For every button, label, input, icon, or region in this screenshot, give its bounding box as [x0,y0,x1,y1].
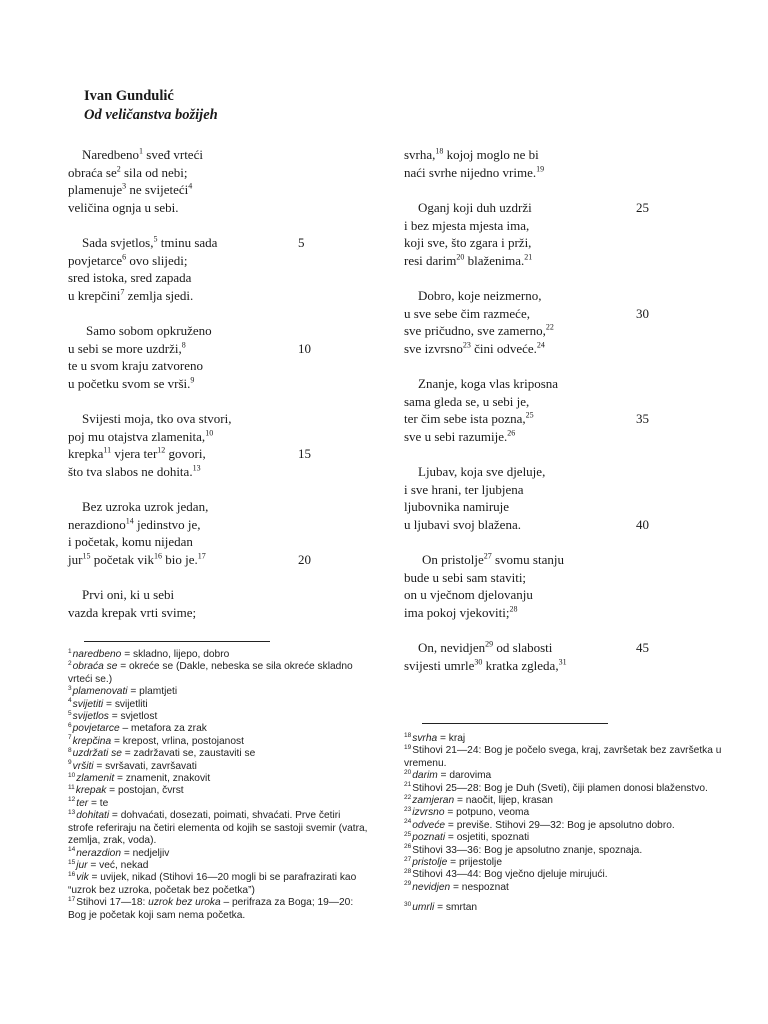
glossed-term: pristolje [412,857,448,869]
footnote: $^{17}$Stihovi 17—18: uzrok bez uroka – perifraza za Boga; 19—20: Bog je početak koji sam nema početka. [68,895,354,921]
footnote-number: 8 [68,746,72,754]
verse-text: Ljubav, koja sve djeluje, [418,464,546,479]
footnotes-left [68,649,368,922]
glossed-term: ter [76,797,89,809]
footnote-marker: 17 [197,551,206,561]
verse-line [404,146,694,164]
verse-text: Sada svjetlos,$^5$ tminu sada [82,234,218,250]
glossed-term: svrha [412,733,438,744]
footnote: $^{25}$poznati = osjetiti, spoznati [404,830,530,844]
footnote-number: 27 [404,855,412,863]
footnote-number: 23 [404,806,412,814]
glossed-term: izvrsno [412,807,445,819]
verse-line [404,657,694,675]
footnote-number: 24 [404,818,412,826]
verse-line [68,410,368,428]
verse-text: sama gleda se, u sebi je, [404,393,530,409]
line-number: 45 [636,640,649,655]
verse-line [68,428,368,446]
line-number: 40 [636,516,649,532]
verse-text: i početak, komu nijedan [68,534,193,549]
footnote-marker: 23 [462,340,471,350]
verse-text: u sebi se more uzdrži,$^8$ [68,340,186,356]
footnote-number: 19 [404,744,412,752]
footnote: $^{10}$zlamenit = znamenit, znakovit [68,771,211,785]
stanza [68,234,368,304]
footnote-number: 17 [68,895,76,903]
verse-line [404,569,694,587]
glossed-term: svijetlos [72,711,109,723]
footnote: $^{21}$Stihovi 25—28: Bog je Duh (Sveti), čiji plamen donosi blaženstvo. [404,781,708,794]
footnote: $^6$povjetarce – metafora za zrak [68,722,207,735]
footnote-marker: 12 [157,445,166,455]
footnote-marker: 26 [507,428,516,438]
glossed-term: povjetarce [72,723,120,735]
verse-text: u ljubavi svoj blažena. [404,516,521,532]
footnote-number: 7 [68,734,72,742]
verse-line [404,410,694,428]
footnote: $^4$svijetiti = svijetliti [68,697,148,710]
footnote-marker: 8 [181,340,186,350]
glossed-term: umrli [412,902,435,914]
verse-line [404,551,694,569]
verse-line [68,340,368,358]
verse-text: plamenuje$^3$ ne svijeteći$^4$ [68,181,193,197]
verse-text: koji sve, što zgara i prži, [404,235,532,250]
verse-line [68,181,368,199]
stanza [68,146,368,216]
verse-line [68,516,368,534]
footnote-number: 16 [68,870,76,878]
footnote-number: 3 [68,684,72,692]
stanza [404,199,694,269]
footnote: $^{14}$nerazdion = nedjeljiv [68,846,170,859]
footnote-marker: 4 [188,181,193,191]
footnote-number: 29 [404,880,412,888]
footnote-marker: 13 [192,463,201,473]
verse-line [68,357,368,375]
footnote-marker: 19 [536,164,545,174]
verse-text: poj mu otajstva zlamenita,$^{10}$ [68,428,214,444]
stanza [404,146,694,181]
verse-text: u krepčini$^7$ zemlja sjedi. [68,287,194,303]
footnote-marker: 11 [103,445,112,455]
glossed-term: plamenovati [72,686,128,698]
glossed-term: krepak [75,785,107,797]
verse-line [68,252,368,270]
footnote-number: 10 [68,771,76,779]
glossed-term: svijetiti [72,698,104,710]
poem-column-right [404,146,694,692]
stanza [404,375,694,445]
footnote: $^{28}$Stihovi 43—44: Bog vječno djeluje mirujući. [404,868,608,881]
verse-line [404,463,694,481]
footnote: $^{22}$zamjeran = naočit, lijep, krasan [404,793,553,807]
verse-line [404,305,694,323]
footnote-number: 6 [68,722,72,730]
stanza [68,498,368,568]
verse-line [68,586,368,604]
verse-text: Bez uzroka uzrok jedan, [82,499,209,514]
footnote-marker: 1 [139,146,144,156]
glossed-term: poznati [412,832,446,844]
footnote-number: 11 [68,784,75,792]
verse-text: Oganj koji duh uzdrži [418,200,532,215]
footnote: $^{19}$Stihovi 21—24: Bog je počelo svega, kraj, završetak bez završetka u vremenu. [404,744,722,769]
footnote: $^3$plamenovati = plamtjeti [68,684,178,698]
footnote-marker: 29 [485,639,494,649]
verse-line [68,322,368,340]
verse-text: u sve sebe čim razmeće, [404,305,530,321]
glossed-term: odveće [412,819,446,831]
verse-line [68,375,368,393]
verse-line [404,322,694,340]
verse-text: i sve hrani, ter ljubjena [404,481,524,497]
verse-text: i bez mjesta mjesta ima, [404,217,530,233]
footnote: $^9$vršiti = svršavati, završavati [68,759,197,772]
verse-text: Znanje, koga vlas kriposna [418,376,559,391]
footnote-number: 28 [404,868,412,876]
glossed-term: dohitati [76,810,110,822]
verse-line [68,604,368,622]
glossed-term: nevidjen [412,881,451,893]
stanza [68,586,368,621]
footnote: $^{27}$pristolje = prijestolje [404,855,502,869]
footnote-marker: 18 [435,146,444,156]
verse-line [404,516,694,534]
verse-text: naći svrhe nijedno vrime.$^{19}$ [404,164,545,180]
glossed-term: jur [76,859,88,871]
footnote: $^{24}$odveće = previše. Stihovi 29—32: Bog je apsolutno dobro. [404,818,675,831]
footnote-number: 22 [404,793,412,801]
footnote: $^{15}$jur = već, nekad [68,858,149,871]
verse-line [404,252,694,270]
verse-line [404,375,694,393]
footnote: $^{26}$Stihovi 33—36: Bog je apsolutno znanje, spoznaja. [404,843,643,856]
verse-line [68,164,368,182]
verse-text: ter čim sebe ista pozna,$^{25}$ [404,410,534,426]
verse-line [68,287,368,305]
footnote-marker: 2 [116,164,121,174]
verse-text: sve pričudno, sve zamerno,$^{22}$ [404,322,554,338]
verse-line [68,551,368,569]
verse-text: sve izvrsno$^{23}$ čini odveće.$^{24}$ [404,340,545,356]
footnote: $^{20}$darim = darovima [404,768,492,782]
glossed-term: darim [412,770,438,782]
footnote-number: 13 [68,808,76,816]
verse-text: sve u sebi razumije.$^{26}$ [404,428,516,444]
verse-line [404,481,694,499]
verse-text: On, nevidjen$^{29}$ od slabosti [418,639,553,655]
footnote: $^{30}$umrli = smrtan [404,900,478,914]
verse-line [404,498,694,516]
verse-line [404,639,694,657]
author-name: Ivan Gundulić [84,88,174,104]
footnote: $^{12}$ter = te [68,796,109,809]
footnote-marker: 27 [483,551,492,561]
footnote-number: 26 [404,843,412,851]
footnote-marker: 20 [456,252,465,262]
verse-line [404,234,694,252]
footnote: $^{16}$vik = uvijek, nikad (Stihovi 16—20 mogli bi se parafrazirati kao “uzrok bez uzroka, početak bez početka”) [68,870,357,896]
line-number: 5 [298,235,305,250]
verse-text: povjetarce$^6$ ovo slijedi; [68,252,188,268]
glossed-term: zamjeran [412,795,455,807]
verse-text: veličina ognja u sebi. [68,199,179,215]
footnote-number: 4 [68,697,72,705]
verse-line [404,164,694,182]
footnote-number: 5 [68,709,72,717]
verse-text: on u vječnom djelovanju [404,587,533,602]
poem-title: Od veličanstva božijeh [84,107,218,123]
verse-line [68,199,368,217]
footnote-marker: 9 [190,375,195,385]
footnote-marker: 16 [154,551,162,561]
stanza [68,410,368,480]
line-number: 20 [298,551,311,567]
glossed-term: krepčina [72,735,112,747]
footnote-marker: 7 [120,287,125,297]
footnote-number: 18 [404,731,412,739]
footnote-separator-left [84,641,270,642]
verse-text: ljubovnika namiruje [404,499,510,514]
verse-line [68,146,368,164]
verse-line [404,586,694,604]
verse-text: On pristolje$^{27}$ svomu stanju [422,551,564,567]
stanza [404,551,694,621]
line-number: 10 [298,340,311,356]
verse-line [68,269,368,287]
verse-text: obraća $se^2$ sila od nebi; [68,164,188,180]
verse-text: krepka$^{11}$ vjera ter$^{12}$ govori, [68,445,206,461]
footnote-marker: 14 [125,516,134,526]
glossed-term: zlamenit [76,773,115,785]
footnote: $^7$krepčina = krepost, vrlina, postojanost [68,734,244,747]
verse-line [404,393,694,411]
verse-text: ima pokoj vjekoviti;$^{28}$ [404,604,518,620]
footnote-marker: 5 [153,234,158,244]
glossed-term: uzdržati se [72,748,122,760]
footnote: $^1$naredbeno = skladno, lijepo, dobro [68,647,230,660]
verse-text: te u svom kraju zatvoreno [68,358,204,373]
verse-line [68,533,368,551]
verse-line [68,234,368,252]
verse-text: u početku svom se vrši.$^9$ [68,375,195,391]
glossed-term: uzrok bez uroka [148,897,221,909]
glossed-term: obraća se [72,661,118,673]
stanza [404,287,694,357]
footnote-number: 25 [404,830,412,838]
verse-text: Dobro, koje neizmerno, [418,288,542,303]
footnote-marker: 31 [558,657,567,667]
verse-line [404,340,694,358]
footnote-number: 30 [404,900,412,908]
verse-line [404,287,694,305]
verse-text: bude u sebi sam staviti; [404,569,527,585]
footnote-marker: 25 [525,410,534,420]
footnote: $^8$uzdržati se = zadržavati se, zaustaviti se [68,746,256,760]
footnote: $^{11}$krepak = postojan, čvrst [68,784,184,797]
glossed-term: vršiti [72,760,94,772]
footnote-marker: 24 [536,340,545,350]
verse-text: nerazdiono$^{14}$ jedinstvo je, [68,516,201,532]
line-number: 15 [298,446,311,461]
footnotes-right [404,733,734,915]
footnote-marker: 15 [82,551,91,561]
poem-column-left [68,146,368,639]
verse-line [404,217,694,235]
footnote-number: 15 [68,858,76,866]
verse-text: Samo sobom opkruženo [86,323,212,338]
glossed-term: nerazdion [76,847,121,859]
footnote: $^{23}$izvrsno = potpuno, veoma [404,806,530,819]
footnote: $^{29}$nevidjen = nespoznat [404,880,509,893]
footnote: $^5$svijetlos = svjetlost [68,709,158,723]
verse-text: svijesti umrle$^{30}$ kratka zgleda,$^{31}$ [404,657,567,673]
footnote-number: 20 [404,768,412,776]
stanza [404,463,694,533]
footnote-number: 21 [404,781,412,789]
line-number: 35 [636,411,649,426]
verse-line [404,428,694,446]
footnote-number: 12 [68,796,76,804]
verse-text: Svijesti moja, tko ova stvori, [82,411,232,426]
footnote-marker: 10 [205,428,214,438]
stanza [404,639,694,674]
verse-text: svrha,$^{18}$ kojoj moglo ne bi [404,146,539,162]
verse-text: jur$^{15}$ početak vik$^{16}$ bio je.$^{17}$ [68,551,206,567]
footnote-number: 14 [68,846,76,854]
verse-text: što tva slabos ne dohita.$^{13}$ [68,463,201,479]
line-number: 25 [636,200,649,215]
footnote-number: 2 [68,660,72,668]
footnote-number: 9 [68,759,72,767]
footnote-marker: 3 [122,181,127,191]
footnote-marker: 28 [509,604,518,614]
verse-line [404,199,694,217]
verse-line [68,498,368,516]
footnote: $^{13}$dohitati = dohvaćati, dosezati, poimati, shvaćati. Prve četiri strofe referiraju na četiri elementa od kojih se sastoji svemir (vatra, zemlja, zrak, voda). [68,808,368,847]
footnote: $^{18}$svrha = kraj [404,731,466,744]
verse-text: sred istoka, sred zapada [68,270,192,285]
verse-text: resi darim$^{20}$ blaženima.$^{21}$ [404,252,533,268]
verse-line [68,445,368,463]
footnote-number: 1 [68,647,72,655]
verse-line [404,604,694,622]
verse-line [68,463,368,481]
stanza [68,322,368,392]
footnote-separator-right [422,723,608,724]
verse-text: Naredbeno$^1$ sveđ vrteći [82,146,203,162]
glossed-term: naredbeno [72,649,122,660]
verse-text: Prvi oni, ki u sebi [82,587,175,602]
footnote-marker: 21 [524,252,533,262]
footnote-marker: 30 [474,657,483,667]
footnote-marker: 22 [545,322,554,332]
footnote-marker: 6 [122,252,127,262]
document-header [84,87,218,125]
verse-text: vazda krepak vrti svime; [68,604,197,620]
glossed-term: vik [76,872,89,884]
footnote: $^2$obraća se = okreće se (Dakle, nebeska se sila okreće skladno vrteći se.) [68,660,353,685]
line-number: 30 [636,305,649,321]
